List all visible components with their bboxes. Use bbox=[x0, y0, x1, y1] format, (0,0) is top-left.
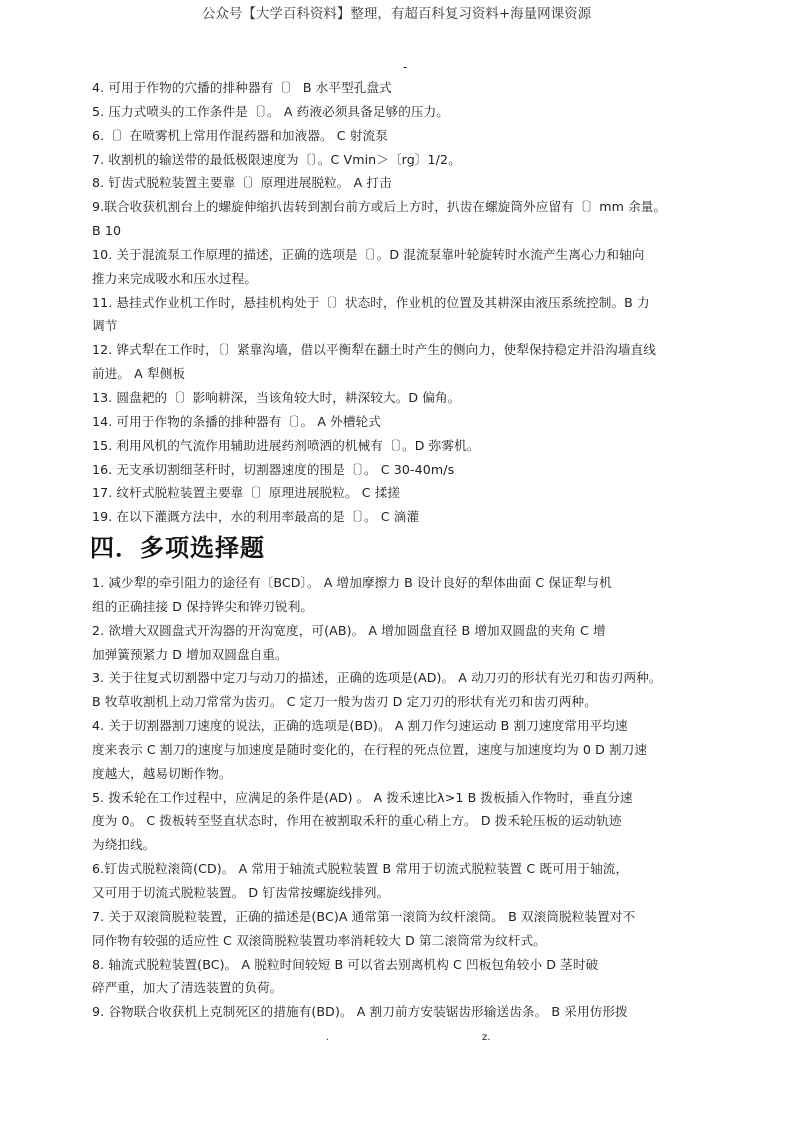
question-item bbox=[92, 386, 722, 410]
question-line: 16. 无支承切割细茎秆时，切割器速度的围是〔〕。 C 30-40m/s bbox=[92, 461, 455, 477]
question-line: 组的正确挂接 D 保持铧尖和铧刃锐利。 bbox=[92, 598, 314, 614]
question-line: 加弹簧预紧力 D 增加双圆盘自重。 bbox=[92, 646, 288, 662]
footer-right: z. bbox=[482, 1032, 491, 1043]
question-line: 8. 钉齿式脱粒装置主要靠〔〕原理进展脱粒。 A 打击 bbox=[92, 175, 392, 191]
question-line: 度越大，越易切断作物。 bbox=[92, 765, 232, 781]
question-line: 为绕扣线。 bbox=[92, 837, 156, 853]
question-line: 19. 在以下灌溉方法中，水的利用率最高的是〔〕。 C 滴灌 bbox=[92, 509, 420, 525]
question-line: 7. 收割机的输送带的最低极限速度为〔〕。C Vmin＞〔rg〕1/2。 bbox=[92, 151, 461, 167]
question-line: 13. 圆盘耙的〔〕影响耕深，当该角较大时，耕深较大。D 偏角。 bbox=[92, 389, 461, 405]
question-line: 9. 谷物联合收获机上克制死区的措施有(BD)。 A 割刀前方安装锯齿形输送齿条。 B 采用仿形拨 bbox=[92, 1004, 628, 1020]
single-choice-list bbox=[92, 76, 722, 529]
question-item bbox=[92, 905, 722, 953]
question-line: 4. 可用于作物的穴播的排种器有〔〕 B 水平型孔盘式 bbox=[92, 80, 392, 95]
question-item bbox=[92, 458, 722, 482]
question-line: 5. 拨禾轮在工作过程中，应满足的条件是(AD) 。 A 拨禾速比λ>1 B 拨板插入作物时，垂直分速 bbox=[92, 789, 633, 805]
question-line: 度来表示 C 割刀的速度与加速度是随时变化的，在行程的死点位置，速度与加速度均为 0 D 割刀速 bbox=[92, 741, 648, 757]
question-item bbox=[92, 619, 722, 667]
question-line: 4. 关于切割器割刀速度的说法，正确的选项是(BD)。 A 割刀作匀速运动 B 割刀速度常用平均速 bbox=[92, 718, 628, 734]
question-item bbox=[92, 124, 722, 148]
question-line: 14. 可用于作物的条播的排种器有〔〕。 A 外槽轮式 bbox=[92, 413, 381, 429]
question-item bbox=[92, 505, 722, 529]
question-item bbox=[92, 243, 722, 291]
question-line: 6.钉齿式脱粒滚筒(CD)。 A 常用于轴流式脱粒装置 B 常用于切流式脱粒装置 C 既可用于轴流， bbox=[92, 861, 629, 877]
question-item bbox=[92, 714, 722, 786]
question-item bbox=[92, 171, 722, 195]
question-line: 9.联合收获机割台上的螺旋伸缩扒齿转到割台前方或后上方时，扒齿在螺旋筒外应留有〔〕mm 余量。 bbox=[92, 199, 667, 215]
question-item bbox=[92, 100, 722, 124]
question-line: 10. 关于混流泵工作原理的描述，正确的选项是〔〕。D 混流泵靠叶轮旋转时水流产生离心力和轴向 bbox=[92, 246, 645, 262]
question-line: 8. 轴流式脱粒装置(BC)。 A 脱粒时间较短 B 可以省去别离机构 C 凹板包角较小 D 茎时破 bbox=[92, 956, 599, 972]
question-item bbox=[92, 338, 722, 386]
question-line: B 10 bbox=[92, 223, 122, 239]
question-line: 度为 0。 C 拨板转至竖直状态时，作用在被割取禾秆的重心稍上方。 D 拨禾轮压板的运动轨迹 bbox=[92, 813, 622, 829]
question-item bbox=[92, 76, 722, 100]
question-item bbox=[92, 857, 722, 905]
question-item bbox=[92, 434, 722, 458]
question-item bbox=[92, 786, 722, 858]
question-line: 1. 减少犁的牵引阻力的途径有〔BCD〕。 A 增加摩擦力 B 设计良好的犁体曲面 C 保证犁与机 bbox=[92, 575, 612, 590]
question-line: 6.〔〕在喷雾机上常用作混药器和加液器。 C 射流泵 bbox=[92, 127, 388, 143]
multi-choice-list bbox=[92, 571, 722, 1024]
question-line: 7. 关于双滚筒脱粒装置，正确的描述是(BC)A 通常第一滚筒为纹杆滚筒。 B 双滚筒脱粒装置对不 bbox=[92, 908, 636, 924]
question-line: 11. 悬挂式作业机工作时，悬挂机构处于〔〕状态时，作业机的位置及其耕深由液压系统控制。B 力 bbox=[92, 294, 650, 310]
question-item bbox=[92, 666, 722, 714]
footer-left: . bbox=[326, 1032, 330, 1043]
question-line: 同作物有较强的适应性 C 双滚筒脱粒装置功率消耗较大 D 第二滚筒常为纹杆式。 bbox=[92, 932, 546, 948]
question-item bbox=[92, 571, 722, 619]
question-line: 15. 利用风机的气流作用辅助进展药剂喷洒的机械有〔〕。D 弥雾机。 bbox=[92, 437, 480, 453]
question-line: 碎严重，加大了清选装置的负荷。 bbox=[92, 980, 283, 996]
question-line: 17. 纹杆式脱粒装置主要靠〔〕原理进展脱粒。 C 揉搓 bbox=[92, 485, 401, 501]
question-line: 5. 压力式喷头的工作条件是〔〕。 A 药液必须具备足够的压力。 bbox=[92, 103, 449, 119]
question-item bbox=[92, 148, 722, 172]
question-item bbox=[92, 953, 722, 1001]
question-line: 12. 铧式犁在工作时，〔〕紧靠沟墙，借以平衡犁在翻土时产生的侧向力，使犁保持稳定并沿沟墙直线 bbox=[92, 342, 656, 358]
question-line: 3. 关于往复式切割器中定刀与动刀的描述，正确的选项是(AD)。 A 动刀刃的形状有光刃和齿刃两种。 bbox=[92, 670, 662, 686]
question-item bbox=[92, 481, 722, 505]
section-title: 四．多项选择题 bbox=[90, 534, 265, 562]
question-item bbox=[92, 1000, 722, 1024]
question-line: 调节 bbox=[92, 318, 118, 334]
question-line: B 牧草收割机上动刀常常为齿刃。 C 定刀一般为齿刃 D 定刀刃的形状有光刃和齿刃两种。 bbox=[92, 694, 597, 710]
question-line: 又可用于切流式脱粒装置。 D 钉齿常按螺旋线排列。 bbox=[92, 884, 390, 900]
question-line: 推力来完成吸水和压水过程。 bbox=[92, 270, 258, 286]
question-line: 2. 欲增大双圆盘式开沟器的开沟宽度，可(AB)。 A 增加圆盘直径 B 增加双圆盘的夹角 C 增 bbox=[92, 622, 606, 638]
top-mark: - bbox=[403, 60, 408, 74]
question-item bbox=[92, 410, 722, 434]
question-item bbox=[92, 291, 722, 339]
question-line: 前进。 A 犁侧板 bbox=[92, 366, 186, 382]
page-header: 公众号【大学百科资料】整理，有超百科复习资料+海量网课资源 bbox=[201, 6, 592, 22]
question-item bbox=[92, 195, 722, 243]
